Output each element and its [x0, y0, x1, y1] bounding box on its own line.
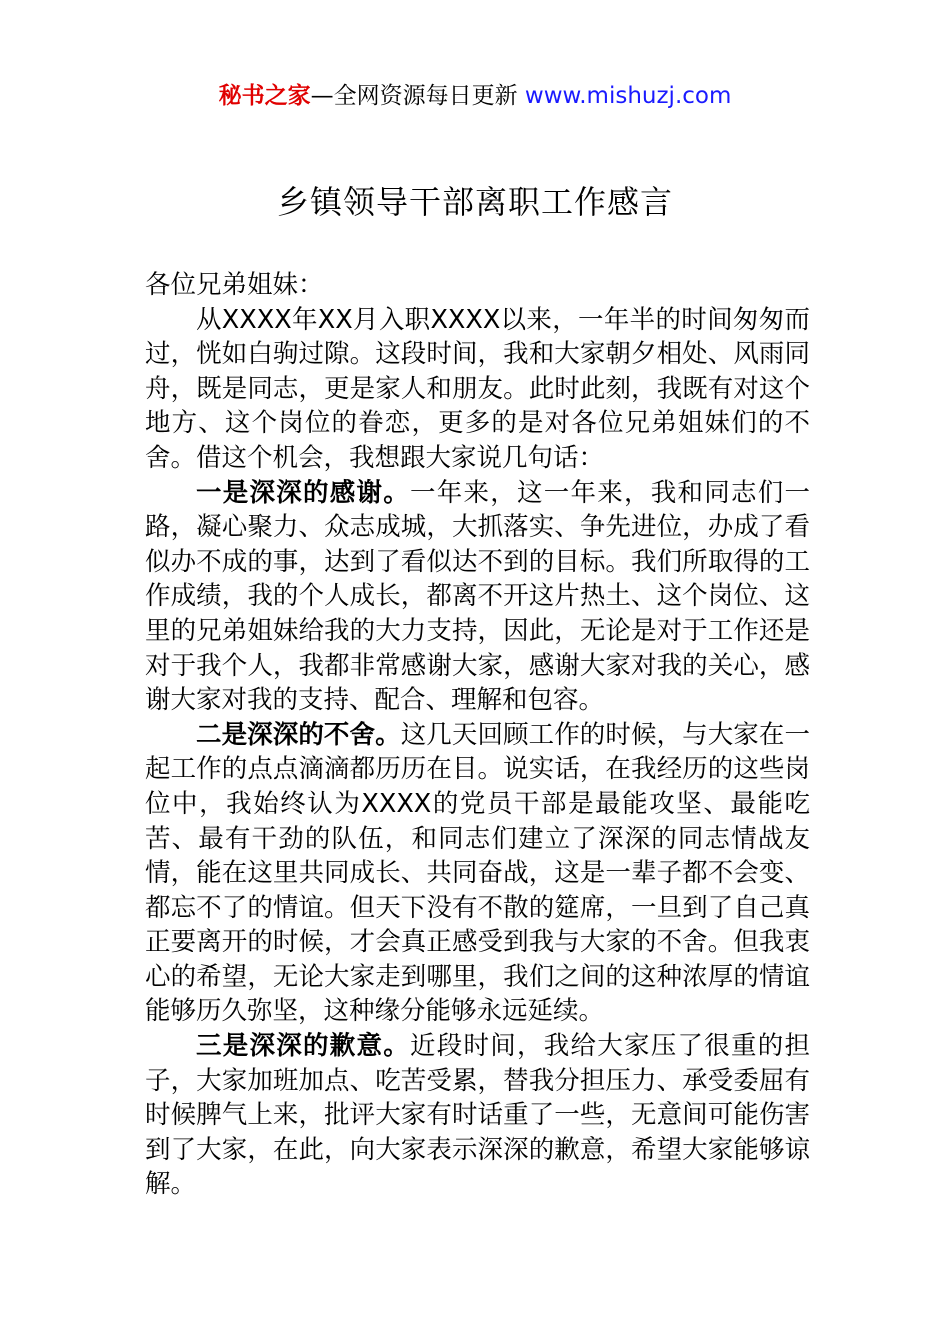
intro-paragraph: 从XXXX年XX月入职XXXX以来，一年半的时间匆匆而过，恍如白驹过隙。这段时间，我和大家朝夕相处、风雨同舟，既是同志，更是家人和朋友。此时此刻，我既有对这个地方、这个岗位的眷恋，更多的是对各位兄弟姐妹们的不舍。借这个机会，我想跟大家说几句话： [145, 304, 810, 473]
section-heading: 一是深深的感谢。 [196, 477, 410, 508]
site-brand: 秘书之家 [218, 83, 311, 109]
section-text: 一年来，这一年来，我和同志们一路，凝心聚力、众志成城，大抓落实、争先进位，办成了看似办不成的事，达到了看似达不到的目标。我们所取得的工作成绩，我的个人成长，都离不开这片热土、这个岗位、这里的兄弟姐妹给我的大力支持，因此，无论是对于工作还是对于我个人，我都非常感谢大家，感谢大家对我的关心，感谢大家对我的支持、配合、理解和包容。 [145, 477, 810, 716]
section-text: 近段时间，我给大家压了很重的担子，大家加班加点、吃苦受累，替我分担压力、承受委屈有时候脾气上来，批评大家有时话重了一些，无意间可能伤害到了大家，在此，向大家表示深深的歉意，希望大家能够谅解。 [145, 1031, 810, 1200]
section-paragraph-reluctance [145, 718, 810, 1029]
section-heading: 二是深深的不舍。 [196, 719, 401, 750]
site-url-link[interactable]: www.mishuzj.com [524, 83, 732, 109]
section-paragraph-apology [145, 1029, 810, 1202]
salutation: 各位兄弟姐妹： [145, 270, 324, 300]
section-text: 这几天回顾工作的时候，与大家在一起工作的点点滴滴都历历在目。说实话，在我经历的这些岗位中，我始终认为XXXX的党员干部是最能攻坚、最能吃苦、最有干劲的队伍，和同志们建立了深深的同志情战友情，能在这里共同成长、共同奋战，这是一辈子都不会变、都忘不了的情谊。但天下没有不散的筵席，一旦到了自己真正要离开的时候，才会真正感受到我与大家的不舍。但我衷心的希望，无论大家走到哪里，我们之间的这种浓厚的情谊能够历久弥坚，这种缘分能够永远延续。 [145, 719, 810, 1027]
site-slogan: —全网资源每日更新 [310, 83, 525, 109]
document-title: 乡镇领导干部离职工作感言 [276, 183, 673, 221]
site-header [0, 80, 950, 112]
document-body [145, 268, 810, 1202]
section-heading: 三是深深的歉意。 [196, 1031, 410, 1062]
section-paragraph-gratitude [145, 476, 810, 718]
